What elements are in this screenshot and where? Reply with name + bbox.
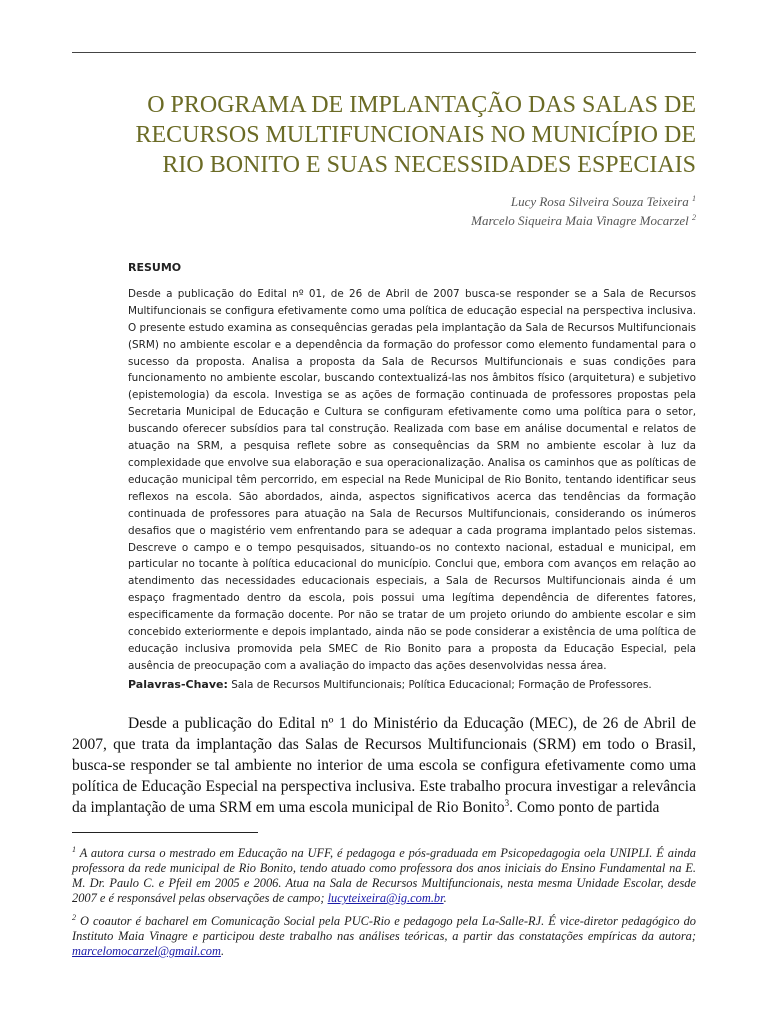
footnote-text: A autora cursa o mestrado em Educação na UFF, é pedagoga e pós-graduada em Psicopedagogia oela UNIPLI. É ainda professora da rede municipal de Rio Bonito, tendo atuado como professora dos anos iniciais do Ensino Fundamental na E. M. Dr. Paulo C. e Pfeil em 2005 e 2006. Atua na Sala de Recursos Multifuncionais, nesta mesma Unidade Escolar, desde 2007 e é responsável pelas observações de campo; [72, 846, 697, 905]
abstract-heading: RESUMO [128, 261, 182, 274]
title-line: RECURSOS MULTIFUNCIONAIS NO MUNICÍPIO DE [135, 122, 696, 148]
footnote-divider [72, 832, 258, 833]
footnote-text: O coautor é bacharel em Comunicação Social pela PUC-Rio e pedagogo pela La-Salle-RJ. É vice-diretor pedagógico do Instituto Maia Vinagre e participou deste trabalho nas análises teóricas, a partir das constatações empíricas da autora; [72, 914, 696, 943]
paper-title [72, 90, 696, 180]
keywords [128, 677, 696, 694]
footnote-1 [72, 846, 696, 906]
title-line: RIO BONITO E SUAS NECESSIDADES ESPECIAIS [162, 152, 696, 178]
abstract [128, 260, 696, 694]
keywords-text: Sala de Recursos Multifuncionais; Política Educacional; Formação de Professores. [231, 678, 652, 691]
body-text-part: . Como ponto de partida [509, 799, 660, 816]
top-divider [72, 52, 696, 53]
email-link[interactable]: marcelomocarzel@gmail.com [72, 944, 221, 958]
author-footnote-marker: 1 [692, 194, 696, 203]
author-footnote-marker: 2 [692, 213, 696, 222]
author-name: Lucy Rosa Silveira Souza Teixeira [510, 194, 689, 209]
footnote-number: 2 [72, 913, 76, 922]
body-text-part: Desde a publicação do Edital nº 1 do Ministério da Educação (MEC), de 26 de Abril de 2007, que trata da implantação das Salas de Recursos Multifuncionais (SRM) em todo o Brasil, busca-se responder se tal ambiente no interior de uma escola se configura efetivamente como uma política de Educação Especial na perspectiva inclusiva. Este trabalho procura investigar a relevância da implantação de uma SRM em uma escola municipal de Rio Bonito [72, 715, 696, 816]
email-link[interactable]: lucyteixeira@ig.com.br [327, 891, 444, 905]
author-2 [72, 211, 696, 230]
author-1 [72, 192, 696, 211]
keywords-label: Palavras-Chave: [128, 677, 228, 691]
footnotes [72, 846, 696, 967]
author-list [72, 192, 696, 230]
body-paragraph [72, 713, 696, 818]
footnote-end: . [220, 944, 225, 958]
abstract-text: Desde a publicação do Edital nº 01, de 26 de Abril de 2007 busca-se responder se a Sala de Recursos Multifuncionais se configura efetivamente como uma política de educação especial na perspectiva inclusiva. O presente estudo examina as consequências geradas pela implantação da Sala de Recursos Multifuncionais (SRM) no ambiente escolar e a dependência da formação do professor como elemento fundamental para o sucesso da proposta. Analisa a proposta da Sala de Recursos Multifuncionais e suas condições para funcionamento no ambiente escolar, buscando contextualizá-las nos âmbitos físico (arquitetura) e subjetivo (epistemologia) da escola. Investiga se as ações de formação continuada de professores propostas pela Secretaria Municipal de Educação e Cultura se configuram efetivamente como uma política para o setor, buscando oferecer subsídios para tal construção. Realizada com base em análise documental e relatos de atuação na SRM, a pesquisa reflete sobre as consequências da SRM no ambiente escolar à luz da complexidade que envolve sua elaboração e sua operacionalização. Analisa os caminhos que as políticas de educação municipal têm percorrido, em especial na Rede Municipal de Rio Bonito, tentando identificar seus reflexos na escola. São abordados, ainda, aspectos significativos acerca das tendências da formação continuada de professores para atuação na Sala de Recursos Multifuncionais, considerando os inúmeros desafios que o magistério vem enfrentando para se adequar a cada programa implantado pelos sistemas. Descreve o campo e o tempo pesquisados, situando-os no contexto nacional, estadual e municipal, em particular no tocante à política educacional do município. Conclui que, embora com avanços em relação ao atendimento das necessidades educacionais especiais, a Sala de Recursos Multifuncionais ainda é um espaço fragmentado dentro da escola, pois possui uma legítima dependência de diferentes fatores, especificamente da formação docente. Por não se tratar de um projeto oriundo do ambiente escolar e sim concebido exteriormente e depois implantado, ainda não se pode considerar a existência de uma política de educação inclusiva promovida pela SMEC de Rio Bonito para a proposta da Educação Especial, pela ausência de preocupação com a avaliação do impacto das ações desenvolvidas nessa área. [128, 287, 696, 672]
footnote-number: 1 [72, 845, 76, 854]
footnote-end: . [443, 891, 447, 905]
author-name: Marcelo Siqueira Maia Vinagre Mocarzel [471, 213, 689, 228]
footnote-2 [72, 914, 696, 959]
title-line: O PROGRAMA DE IMPLANTAÇÃO DAS SALAS DE [147, 92, 696, 118]
footnote-marker: 3 [504, 798, 510, 808]
